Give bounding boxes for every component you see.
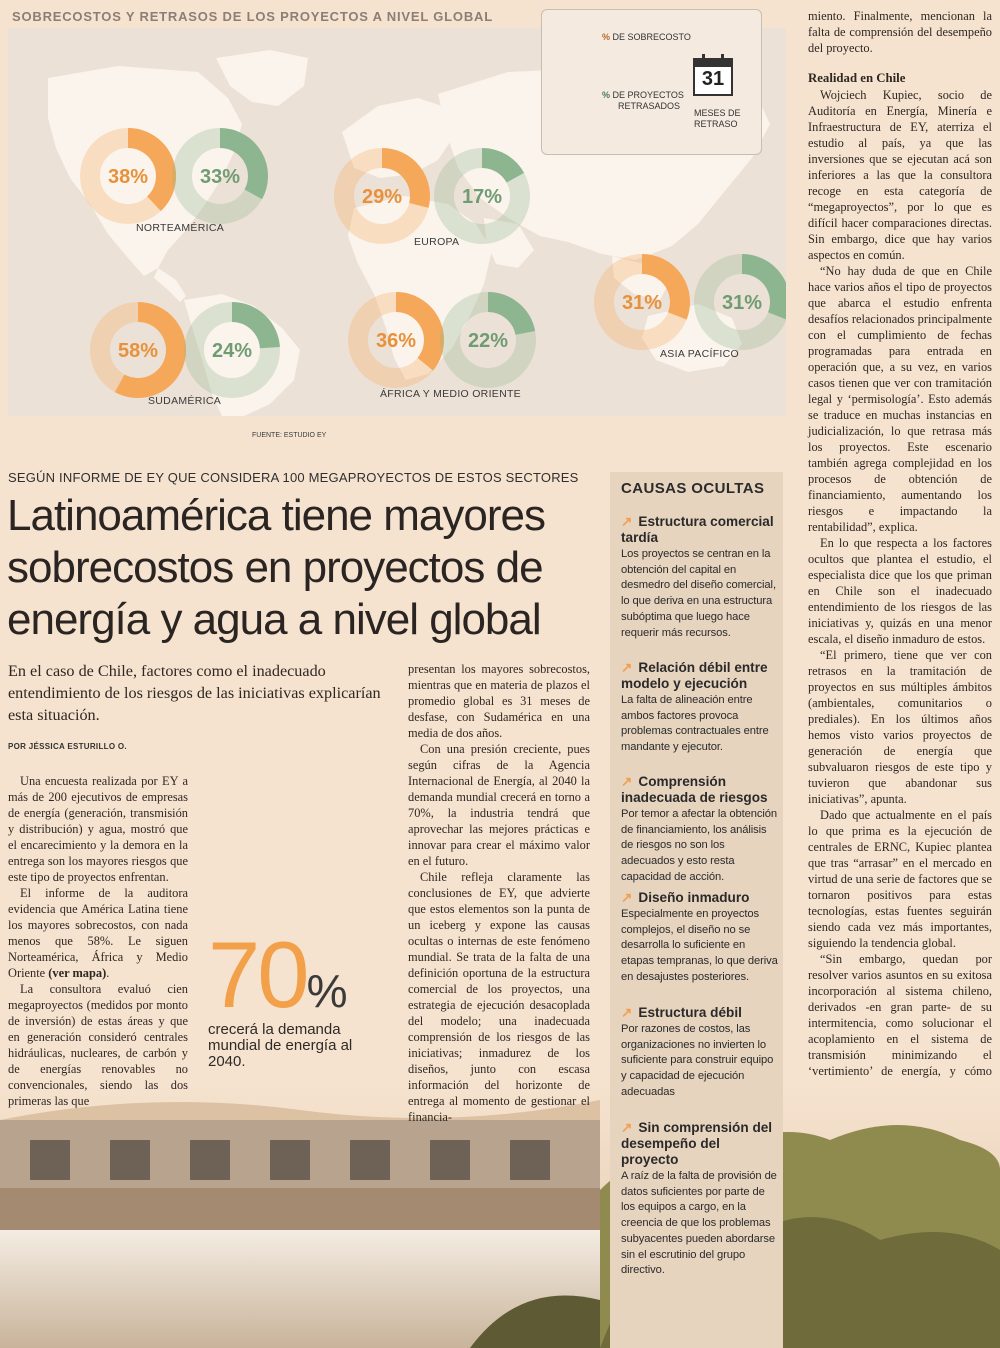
paragraph: Wojciech Kupiec, socio de Auditoría en Energía, Minería e Infraestructura de EY, aterriza el estudio al país, ya que las inversiones que se ejecutan acá son inferiores a las que la consultora recoge en esta categoría de “megaproyectos”, por lo que es difícil hacer comparaciones directas. Sin embargo, dice que hay varios aspectos en común.	[808, 88, 992, 262]
delay-ring-value: 24%	[211, 340, 253, 363]
big-stat-value: 70	[208, 922, 307, 1027]
paragraph: miento. Finalmente, mencionan la falta de comprensión del desempeño del proyecto.	[808, 9, 992, 55]
arrow-up-right-icon: ↗	[621, 514, 633, 529]
cause-title: Estructura comercial tardía	[621, 514, 774, 545]
cause-body: Por temor a afectar la obtención de financiamiento, los análisis de riesgos no son los adecuados y esto resta capacidad de acción.	[621, 808, 777, 883]
cause-item	[621, 660, 781, 756]
map-title: SOBRECOSTOS Y RETRASOS DE LOS PROYECTOS A NIVEL GLOBAL	[12, 9, 493, 24]
map-legend	[541, 9, 762, 155]
delay-ring-value: 22%	[467, 330, 509, 353]
calendar-value: 31	[701, 68, 725, 90]
region-label-europe: EUROPA	[414, 236, 460, 248]
overrun-ring-value: 38%	[107, 166, 149, 189]
overrun-ring-value: 36%	[375, 330, 417, 353]
cause-body: A raíz de la falta de provisión de datos suficientes por parte de los equipos a cargo, en la creencia de que los problemas subyacentes pueden abordarse sin el escrutinio del grupo directivo.	[621, 1170, 777, 1277]
region-label-south-america: SUDAMÉRICA	[148, 395, 222, 407]
arrow-up-right-icon: ↗	[621, 660, 633, 675]
paragraph: Chile refleja claramente las conclusiones de EY, que advierte que estos elementos son la punta de un iceberg y expone las causas ocultas o internas de este fenómeno mundial. Se trata de la falta de una definición oportuna de la estructura comercial de los proyectos, una estrategia de ejecución desacoplada del modelo; una inadecuada comprensión de los riesgos de las iniciativas; inmadurez de los diseños, junto con escasa información del horizonte de entrega al momento de gestionar el financia-	[408, 870, 590, 1124]
region-label-asia-pacific: ASIA PACÍFICO	[660, 348, 739, 360]
paragraph: Dado que actualmente en el país lo que prima es la ejecución de centrales de ERNC, Kupiec plantea que tras “arrasar” en el mercado en virtud de una serie de factores que se tornaron positivos para estas tecnologías, estas fuentes seguirán siendo cada vez más importantes, siguiendo la tendencia global.	[808, 808, 992, 950]
arrow-up-right-icon: ↗	[621, 890, 633, 905]
legend-delay-label: % DE PROYECTOS RETRASADOS	[602, 90, 684, 111]
delay-ring-arc	[488, 302, 525, 333]
hidden-causes-sidebar	[610, 472, 783, 1348]
cause-body: Especialmente en proyectos complejos, el diseño no se desarrolla lo suficiente en etapas tempranas, lo que deriva en desajustes posteriores.	[621, 908, 778, 983]
overrun-ring	[100, 312, 176, 388]
cause-item	[621, 1120, 781, 1279]
delay-ring	[450, 302, 526, 378]
delay-ring	[704, 264, 780, 340]
cause-title: Diseño inmaduro	[638, 890, 750, 905]
article-column-right	[808, 8, 992, 1159]
arrow-up-right-icon: ↗	[621, 1120, 633, 1135]
region-label-africa-middle-east: ÁFRICA Y MEDIO ORIENTE	[380, 388, 521, 400]
cause-title: Sin comprensión del desempeño del proyecto	[621, 1120, 773, 1167]
world-map-panel	[8, 28, 786, 416]
cause-item	[621, 774, 781, 886]
cause-body: La falta de alineación entre ambos factores provoca problemas contractuales entre mandante y ejecutor.	[621, 694, 769, 754]
paragraph: “Sin embargo, quedan por resolver varios asuntos en su exitosa incorporación al sistema chileno, derivados -en gran parte- de su intermitencia, como solucionar el acoplamiento en el sistema de transmisión minimizando el ‘vertimiento’ de energía, y cómo	[808, 952, 992, 1078]
paragraph: Con una presión creciente, pues según cifras de la Agencia Internacional de Energía, al 2040 la demanda mundial crecerá en torno a 70%, la industria tendrá que aprovechar las mejores prácticas e innovar para crear el máximo valor en el futuro.	[408, 742, 590, 868]
cause-title: Relación débil entre modelo y ejecución	[621, 660, 768, 691]
legend-overrun-label: % DE SOBRECOSTO	[602, 32, 691, 42]
big-stat-caption: crecerá la demanda mundial de energía al 2040.	[208, 1021, 353, 1070]
paragraph: El informe de la auditora evidencia que América Latina tiene los mayores sobrecostos, con nada menos que 58%. Le siguen Norteamérica, África y Medio Oriente (ver mapa).	[8, 886, 188, 980]
greenland-shape	[216, 50, 308, 106]
overrun-ring-value: 58%	[117, 340, 159, 363]
paragraph: En lo que respecta a los factores ocultos que plantea el estudio, el especialista dice que los que priman en Chile son el inadecuado entendimiento de los riesgos de las iniciativas y, quizás en una menor escala, el diseño inmaduro de estos.	[808, 536, 992, 646]
arrow-up-right-icon: ↗	[621, 774, 633, 789]
cause-body: Los proyectos se centran en la obtención del capital en desmedro del diseño comercial, lo que deriva en una estructura subóptima que luego hace requerir más recursos.	[621, 548, 776, 639]
paragraph: La consultora evaluó cien megaproyectos (medidos por monto de inversión) de estas áreas y que en generación consideró centrales hidráulicas, nucleares, de carbón y de energías renovables no convencionales, siendo las dos primeras las que	[8, 982, 188, 1108]
article-column-middle	[408, 661, 590, 1125]
map-source: FUENTE: ESTUDIO EY	[252, 432, 327, 439]
article-byline: POR JÉSSICA ESTURILLO O.	[8, 742, 127, 751]
delay-ring-value: 33%	[199, 166, 241, 189]
subheading-reality-chile: Realidad en Chile	[808, 71, 906, 85]
paragraph: “El primero, tiene que ver con retrasos en la tramitación de proyectos en sus múltiples ámbitos (ambientales, comunitarios o prediales). En los últimos años hemos visto varios proyectos de generación de energía que subvaluaron riesgos de este tipo y tuvieron que abandonar sus iniciativas”, apunta.	[808, 648, 992, 806]
overrun-ring-value: 29%	[361, 186, 403, 209]
article-kicker: SEGÚN INFORME DE EY QUE CONSIDERA 100 MEGAPROYECTOS DE ESTOS SECTORES	[8, 470, 579, 485]
cause-body: Por razones de costos, las organizaciones no invierten lo suficiente para construir equipo y capacidad de ejecución adecuadas	[621, 1023, 774, 1098]
calendar-icon	[693, 58, 733, 96]
big-stat-unit: %	[306, 965, 348, 1017]
region-label-north-america: NORTEAMÉRICA	[136, 222, 224, 234]
cause-item	[621, 1005, 781, 1101]
map-reference-link[interactable]: (ver mapa)	[48, 966, 107, 980]
cause-item	[621, 514, 781, 641]
article-column-left	[8, 773, 188, 1109]
cause-title: Estructura débil	[638, 1005, 742, 1020]
legend-calendar-label: MESES DE RETRASO	[694, 108, 741, 129]
cause-title: Comprensión inadecuada de riesgos	[621, 774, 768, 805]
article-lead: En el caso de Chile, factores como el inadecuado entendimiento de los riesgos de las iniciativas explicarían esta situación.	[8, 662, 381, 724]
article-headline: Latinoamérica tiene mayores sobrecostos en proyectos de energía y agua a nivel global	[7, 491, 545, 644]
delay-ring-value: 31%	[721, 292, 763, 315]
map-infographic	[0, 0, 792, 450]
cause-item	[621, 890, 781, 986]
arrow-up-right-icon: ↗	[621, 1005, 633, 1020]
paragraph: presentan los mayores sobrecostos, mientras que en materia de plazos el promedio global es 31 meses de desfase, con Sudamérica en una media de dos años.	[408, 662, 590, 740]
paragraph: Una encuesta realizada por EY a más de 200 ejecutivos de empresas de energía (generación, transmisión y distribución) y agua, mostró que el encarecimiento y la demora en la entrega son los mayores riesgos que este tipo de proyectos enfrentan.	[8, 774, 188, 884]
central-america-shape	[154, 268, 186, 302]
overrun-ring-value: 31%	[621, 292, 663, 315]
delay-ring-value: 17%	[461, 186, 503, 209]
paragraph: “No hay duda de que en Chile hace varios años el tipo de proyectos que abarca el estudio enfrenta desafíos relacionados principalmente con el cumplimiento de fechas programadas para entrada en operación que, a su vez, en varios casos tienen que ver con tramitación legal y ‘permisología’. Esto además se traduce en muchas instancias en judicialización, lo que retrasa más los proyectos. Este escenario también agrega complejidad en los procesos de obtención de financiamiento, aumentando los riesgos e impactando la rentabilidad”, explica.	[808, 264, 992, 534]
big-stat	[208, 922, 348, 1027]
sidebar-title: CAUSAS OCULTAS	[621, 480, 765, 497]
